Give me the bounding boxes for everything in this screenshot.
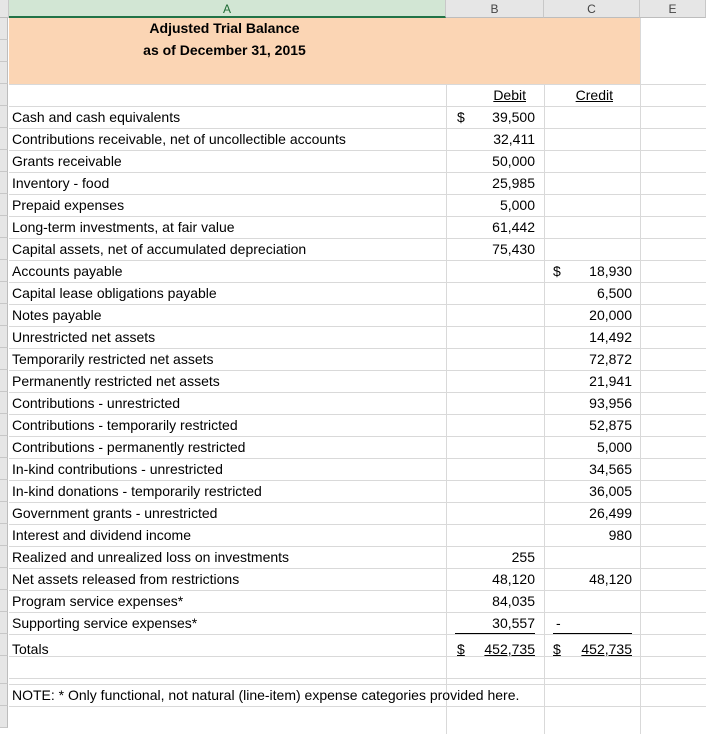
sheet-title: Adjusted Trial Balance	[149, 20, 300, 36]
debit-value[interactable]: 84,035	[492, 593, 535, 609]
row-header[interactable]	[0, 392, 8, 414]
row-header[interactable]	[0, 172, 8, 194]
row-header[interactable]	[0, 62, 8, 84]
column-header-a[interactable]: A	[9, 0, 446, 18]
account-label[interactable]: In-kind contributions - unrestricted	[12, 461, 223, 477]
totals-rule-debit	[455, 633, 535, 634]
row-header-corner[interactable]	[0, 0, 9, 18]
account-label[interactable]: Grants receivable	[12, 153, 122, 169]
debit-value[interactable]: 30,557	[492, 615, 535, 631]
debit-value[interactable]: 255	[511, 549, 535, 565]
gridline	[9, 706, 706, 707]
credit-header: Credit	[575, 87, 613, 103]
account-label[interactable]: Long-term investments, at fair value	[12, 219, 235, 235]
debit-value[interactable]: 48,120	[492, 571, 535, 587]
account-label[interactable]: Permanently restricted net assets	[12, 373, 220, 389]
row-header[interactable]	[0, 84, 8, 106]
row-header[interactable]	[0, 150, 8, 172]
totals-credit-currency: $	[553, 641, 561, 657]
credit-value[interactable]: 21,941	[589, 373, 632, 389]
credit-value[interactable]: 93,956	[589, 395, 632, 411]
account-label[interactable]: Notes payable	[12, 307, 102, 323]
row-header[interactable]	[0, 326, 8, 348]
gridline	[544, 84, 545, 734]
account-label[interactable]: Capital lease obligations payable	[12, 285, 217, 301]
row-header[interactable]	[0, 282, 8, 304]
row-header[interactable]	[0, 370, 8, 392]
totals-label[interactable]: Totals	[12, 641, 49, 657]
row-header[interactable]	[0, 18, 8, 40]
row-header[interactable]	[0, 612, 8, 634]
sheet-subtitle: as of December 31, 2015	[143, 42, 306, 58]
debit-value[interactable]: 50,000	[492, 153, 535, 169]
row-header[interactable]	[0, 546, 8, 568]
debit-value[interactable]: 61,442	[492, 219, 535, 235]
account-label[interactable]: Interest and dividend income	[12, 527, 191, 543]
account-label[interactable]: Government grants - unrestricted	[12, 505, 218, 521]
account-label[interactable]: Program service expenses*	[12, 593, 184, 609]
credit-currency: $	[553, 263, 561, 279]
row-header[interactable]	[0, 128, 8, 150]
gridline	[9, 634, 706, 635]
totals-credit[interactable]: 452,735	[581, 641, 632, 657]
row-header[interactable]	[0, 590, 8, 612]
debit-value[interactable]: 75,430	[492, 241, 535, 257]
credit-value[interactable]: -	[556, 615, 561, 631]
credit-value[interactable]: 14,492	[589, 329, 632, 345]
credit-value[interactable]: 26,499	[589, 505, 632, 521]
account-label[interactable]: In-kind donations - temporarily restricted	[12, 483, 262, 499]
column-header-b[interactable]: B	[446, 0, 544, 18]
row-header[interactable]	[0, 568, 8, 590]
totals-rule-credit	[553, 633, 632, 634]
account-label[interactable]: Accounts payable	[12, 263, 123, 279]
debit-value[interactable]: 32,411	[493, 131, 535, 147]
row-header[interactable]	[0, 216, 8, 238]
credit-value[interactable]: 48,120	[589, 571, 632, 587]
credit-value[interactable]: 5,000	[596, 439, 632, 455]
row-header[interactable]	[0, 238, 8, 260]
gridline	[9, 678, 706, 679]
account-label[interactable]: Contributions - temporarily restricted	[12, 417, 238, 433]
row-header[interactable]	[0, 106, 8, 128]
credit-value[interactable]: 6,500	[596, 285, 632, 301]
gridline	[640, 18, 641, 734]
account-label[interactable]: Unrestricted net assets	[12, 329, 156, 345]
row-header[interactable]	[0, 524, 8, 546]
totals-debit-currency: $	[457, 641, 465, 657]
row-header[interactable]	[0, 662, 8, 684]
row-header[interactable]	[0, 260, 8, 282]
account-label[interactable]: Contributions - permanently restricted	[12, 439, 246, 455]
row-header[interactable]	[0, 414, 8, 436]
account-label[interactable]: Inventory - food	[12, 175, 110, 191]
account-label[interactable]: Supporting service expenses*	[12, 615, 198, 631]
account-label[interactable]: Net assets released from restrictions	[12, 571, 240, 587]
row-header[interactable]	[0, 480, 8, 502]
debit-value[interactable]: 25,985	[492, 175, 535, 191]
row-header[interactable]	[0, 40, 8, 62]
row-header[interactable]	[0, 458, 8, 480]
account-label[interactable]: Cash and cash equivalents	[12, 109, 181, 125]
debit-currency: $	[457, 109, 465, 125]
account-label[interactable]: Temporarily restricted net assets	[12, 351, 214, 367]
row-header[interactable]	[0, 706, 8, 728]
row-header[interactable]	[0, 634, 8, 656]
credit-value[interactable]: 20,000	[589, 307, 632, 323]
row-header[interactable]	[0, 684, 8, 706]
column-header-e[interactable]: E	[640, 0, 706, 18]
credit-value[interactable]: 18,930	[589, 263, 632, 279]
credit-value[interactable]: 52,875	[589, 417, 632, 433]
account-label[interactable]: Contributions - unrestricted	[12, 395, 181, 411]
account-label[interactable]: Prepaid expenses	[12, 197, 125, 213]
debit-header: Debit	[493, 87, 526, 103]
gridline	[9, 172, 706, 173]
debit-value[interactable]: 39,500	[492, 109, 535, 125]
credit-value[interactable]: 34,565	[589, 461, 632, 477]
debit-value[interactable]: 5,000	[499, 197, 535, 213]
row-header[interactable]	[0, 502, 8, 524]
row-header[interactable]	[0, 304, 8, 326]
account-label[interactable]: Realized and unrealized loss on investments	[12, 549, 290, 565]
account-label[interactable]: Capital assets, net of accumulated depreciation	[12, 241, 307, 257]
credit-value[interactable]: 980	[608, 527, 632, 543]
credit-value[interactable]: 36,005	[589, 483, 632, 499]
row-header[interactable]	[0, 348, 8, 370]
row-header[interactable]	[0, 436, 8, 458]
totals-debit[interactable]: 452,735	[484, 641, 535, 657]
column-header-c[interactable]: C	[544, 0, 640, 18]
credit-value[interactable]: 72,872	[589, 351, 632, 367]
footnote[interactable]: NOTE: * Only functional, not natural (line-item) expense categories provided here.	[12, 687, 520, 703]
row-header[interactable]	[0, 194, 8, 216]
account-label[interactable]: Contributions receivable, net of uncollectible accounts	[12, 131, 346, 147]
